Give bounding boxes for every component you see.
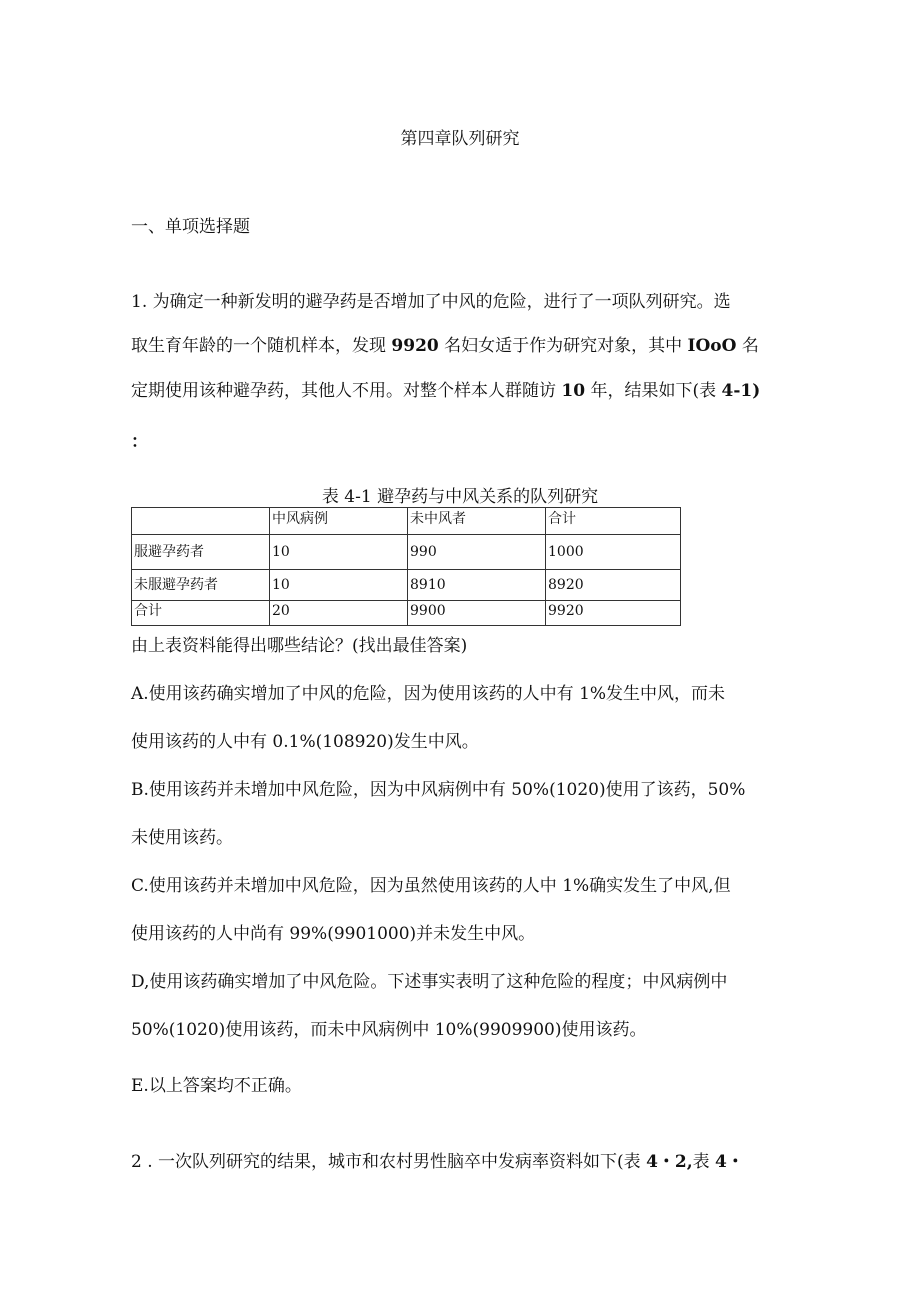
table-cell: 1000 [546, 535, 681, 570]
table-cell: 9920 [546, 601, 681, 626]
option-a-line-2: 使用该药的人中有 0.1%(108920)发生中风。 [131, 732, 479, 752]
question-1-line-4: ： [131, 432, 148, 452]
table-cell: 未服避孕药者 [132, 570, 270, 601]
option-b-line-2: 未使用该药。 [131, 828, 233, 848]
table-cell: 8920 [546, 570, 681, 601]
option-b-line-1: B.使用该药并未增加中风危险，因为中风病例中有 50%(1020)使用了该药，50% [131, 780, 746, 800]
table-cell: 20 [270, 601, 408, 626]
table-header-cell [132, 508, 270, 535]
table-cell: 9900 [408, 601, 546, 626]
question-1-line-2: 取生育年龄的一个随机样本，发现 9920 名妇女适于作为研究对象，其中 IOoO 名 [131, 336, 759, 356]
table-caption: 表 4-1 避孕药与中风关系的队列研究 [321, 487, 599, 507]
option-e: E.以上答案均不正确。 [131, 1076, 302, 1096]
table-row [132, 535, 681, 570]
table-cell: 合计 [132, 601, 270, 626]
question-prompt: 由上表资料能得出哪些结论？(找出最佳答案) [131, 636, 468, 656]
question-2-line-1: 2 . 一次队列研究的结果，城市和农村男性脑卒中发病率资料如下(表 4・2,表 4・ [131, 1152, 744, 1172]
option-c-line-2: 使用该药的人中尚有 99%(9901000)并未发生中风。 [131, 924, 536, 944]
option-d-line-1: D,使用该药确实增加了中风危险。下述事实表明了这种危险的程度；中风病例中 [131, 972, 728, 992]
option-d-line-2: 50%(1020)使用该药，而未中风病例中 10%(9909900)使用该药。 [131, 1020, 647, 1040]
table-cell: 10 [270, 535, 408, 570]
table-cell: 8910 [408, 570, 546, 601]
table-header-cell: 中风病例 [270, 508, 408, 535]
option-c-line-1: C.使用该药并未增加中风危险，因为虽然使用该药的人中 1%确实发生了中风,但 [131, 876, 731, 896]
table-header-cell: 未中风者 [408, 508, 546, 535]
table-row [132, 570, 681, 601]
table-header-cell: 合计 [546, 508, 681, 535]
question-1-line-1: 1. 为确定一种新发明的避孕药是否增加了中风的危险，进行了一项队列研究。选 [131, 292, 731, 312]
page-title: 第四章队列研究 [400, 129, 520, 149]
table-cell: 服避孕药者 [132, 535, 270, 570]
section-heading: 一、单项选择题 [131, 217, 250, 237]
table-header-row [132, 508, 681, 535]
cohort-table [131, 507, 681, 626]
table-cell: 10 [270, 570, 408, 601]
question-1-line-3: 定期使用该种避孕药，其他人不用。对整个样本人群随访 10 年，结果如下(表 4-1) [131, 381, 761, 401]
option-a-line-1: A.使用该药确实增加了中风的危险，因为使用该药的人中有 1%发生中风，而未 [131, 684, 726, 704]
table-cell: 990 [408, 535, 546, 570]
